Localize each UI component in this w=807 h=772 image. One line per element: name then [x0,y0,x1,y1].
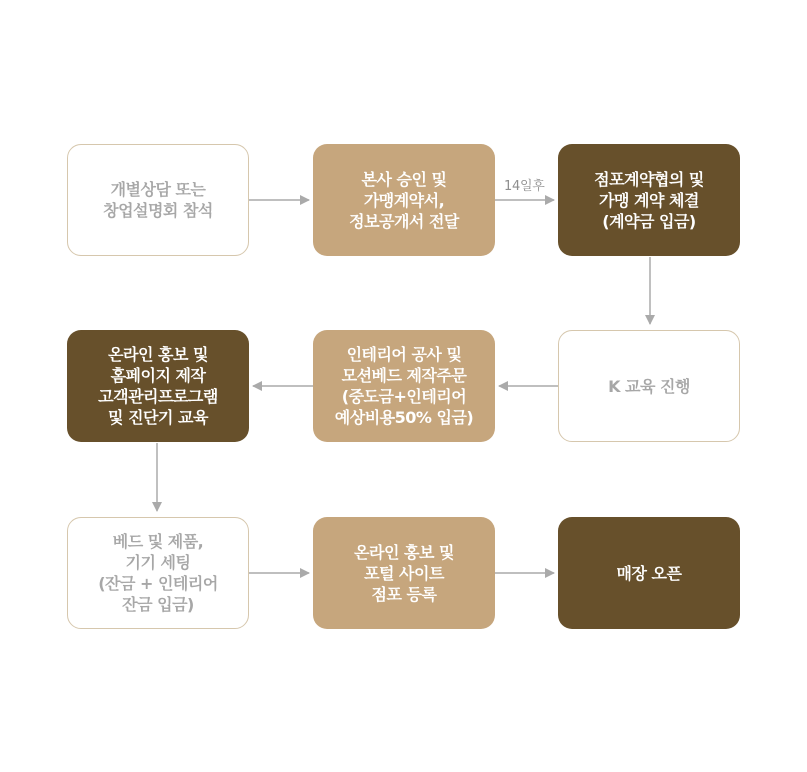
step-label: 온라인 홍보 및 포털 사이트 점포 등록 [354,542,454,604]
step-consultation [67,144,249,256]
step-label: 인테리어 공사 및 모션베드 제작주문 (중도금+인테리어 예상비용50% 입금) [334,345,474,427]
step-contract [558,144,740,256]
step-store-open [558,517,740,629]
step-label: 본사 승인 및 가맹계약서, 정보공개서 전달 [349,169,459,231]
step-approval [313,144,495,256]
step-label: K 교육 진행 [608,376,690,396]
step-interior [313,330,495,442]
step-education [558,330,740,442]
step-online-promo [67,330,249,442]
step-setup [67,517,249,629]
edge-note-14days: 14일후 [504,179,545,194]
step-label: 매장 오픈 [616,563,682,583]
step-label: 점포계약협의 및 가맹 계약 체결 (계약금 입금) [594,169,704,231]
step-label: 온라인 홍보 및 홈페이지 제작 고객관리프로그램 및 진단기 교육 [98,345,218,427]
step-label: 개별상담 또는 창업설명회 참석 [103,180,213,220]
step-label: 베드 및 제품, 기기 세팅 (잔금 + 인테리어 잔금 입금) [98,532,218,614]
step-portal-registration [313,517,495,629]
